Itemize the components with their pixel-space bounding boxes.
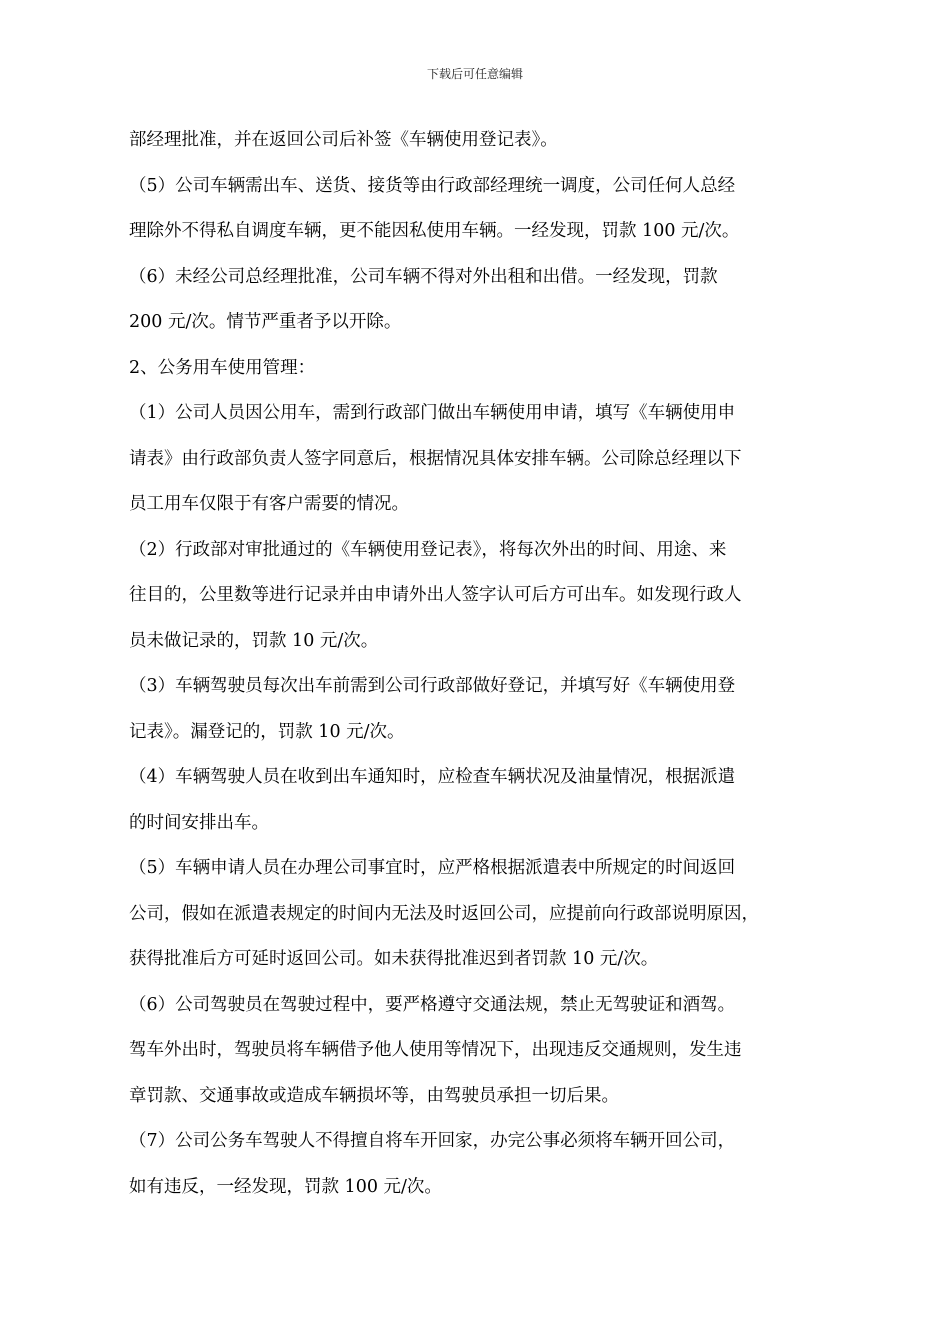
text-line: 如有违反，一经发现，罚款 100 元/次。 — [129, 1176, 442, 1197]
text-line: 员工用车仅限于有客户需要的情况。 — [129, 494, 409, 514]
text-line: 部经理批准，并在返回公司后补签《车辆使用登记表》。 — [129, 130, 558, 150]
paragraph-rule-6-rental — [129, 255, 819, 346]
text-line: 的时间安排出车。 — [129, 812, 269, 833]
section-heading-official-vehicle — [129, 346, 819, 392]
text-line: （4）车辆驾驶人员在收到出车通知时，应检查车辆状况及油量情况，根据派遣 — [129, 767, 736, 787]
paragraph-approval-continued — [129, 118, 819, 164]
text-line: 200 元/次。情节严重者予以开除。 — [129, 312, 402, 332]
text-line: 2、公务用车使用管理： — [129, 357, 316, 378]
paragraph-rule-1-application — [129, 391, 819, 528]
paragraph-rule-5-dispatch — [129, 164, 819, 255]
paragraph-rule-5-return — [129, 846, 819, 983]
text-line: 公司，假如在派遣表规定的时间内无法及时返回公司，应提前向行政部说明原因， — [129, 903, 759, 924]
text-line: （6）未经公司总经理批准，公司车辆不得对外出租和出借。一经发现，罚款 — [129, 266, 718, 287]
paragraph-rule-2-recording — [129, 528, 819, 665]
text-line: （6）公司驾驶员在驾驶过程中，要严格遵守交通法规，禁止无驾驶证和酒驾。 — [129, 994, 736, 1015]
paragraph-rule-4-inspection — [129, 755, 819, 846]
text-line: 章罚款、交通事故或造成车辆损坏等，由驾驶员承担一切后果。 — [129, 1085, 619, 1106]
page-header: 下载后可任意编辑 — [426, 67, 523, 81]
paragraph-rule-7-home — [129, 1119, 819, 1210]
text-line: 请表》由行政部负责人签字同意后，根据情况具体安排车辆。公司除总经理以下 — [129, 448, 742, 469]
text-line: （1）公司人员因公用车，需到行政部门做出车辆使用申请，填写《车辆使用申 — [129, 403, 736, 423]
text-line: （7）公司公务车驾驶人不得擅自将车开回家，办完公事必须将车辆开回公司， — [129, 1131, 736, 1151]
text-line: （2）行政部对审批通过的《车辆使用登记表》，将每次外出的时间、用途、来 — [129, 539, 727, 560]
text-line: 理除外不得私自调度车辆，更不能因私使用车辆。一经发现，罚款 100 元/次。 — [129, 221, 740, 241]
text-line: （5）车辆申请人员在办理公司事宜时，应严格根据派遣表中所规定的时间返回 — [129, 858, 736, 878]
text-line: 往目的，公里数等进行记录并由申请外出人签字认可后方可出车。如发现行政人 — [129, 585, 742, 605]
paragraph-rule-3-registration — [129, 664, 819, 755]
text-line: 员未做记录的，罚款 10 元/次。 — [129, 630, 379, 651]
text-line: 驾车外出时，驾驶员将车辆借予他人使用等情况下，出现违反交通规则，发生违 — [129, 1040, 742, 1060]
text-line: （5）公司车辆需出车、送货、接货等由行政部经理统一调度，公司任何人总经 — [129, 175, 736, 196]
document-body — [129, 118, 819, 1210]
text-line: （3）车辆驾驶员每次出车前需到公司行政部做好登记，并填写好《车辆使用登 — [129, 676, 736, 696]
text-line: 获得批准后方可延时返回公司。如未获得批准迟到者罚款 10 元/次。 — [129, 949, 659, 969]
text-line: 记表》。漏登记的，罚款 10 元/次。 — [129, 721, 405, 742]
paragraph-rule-6-traffic — [129, 983, 819, 1120]
